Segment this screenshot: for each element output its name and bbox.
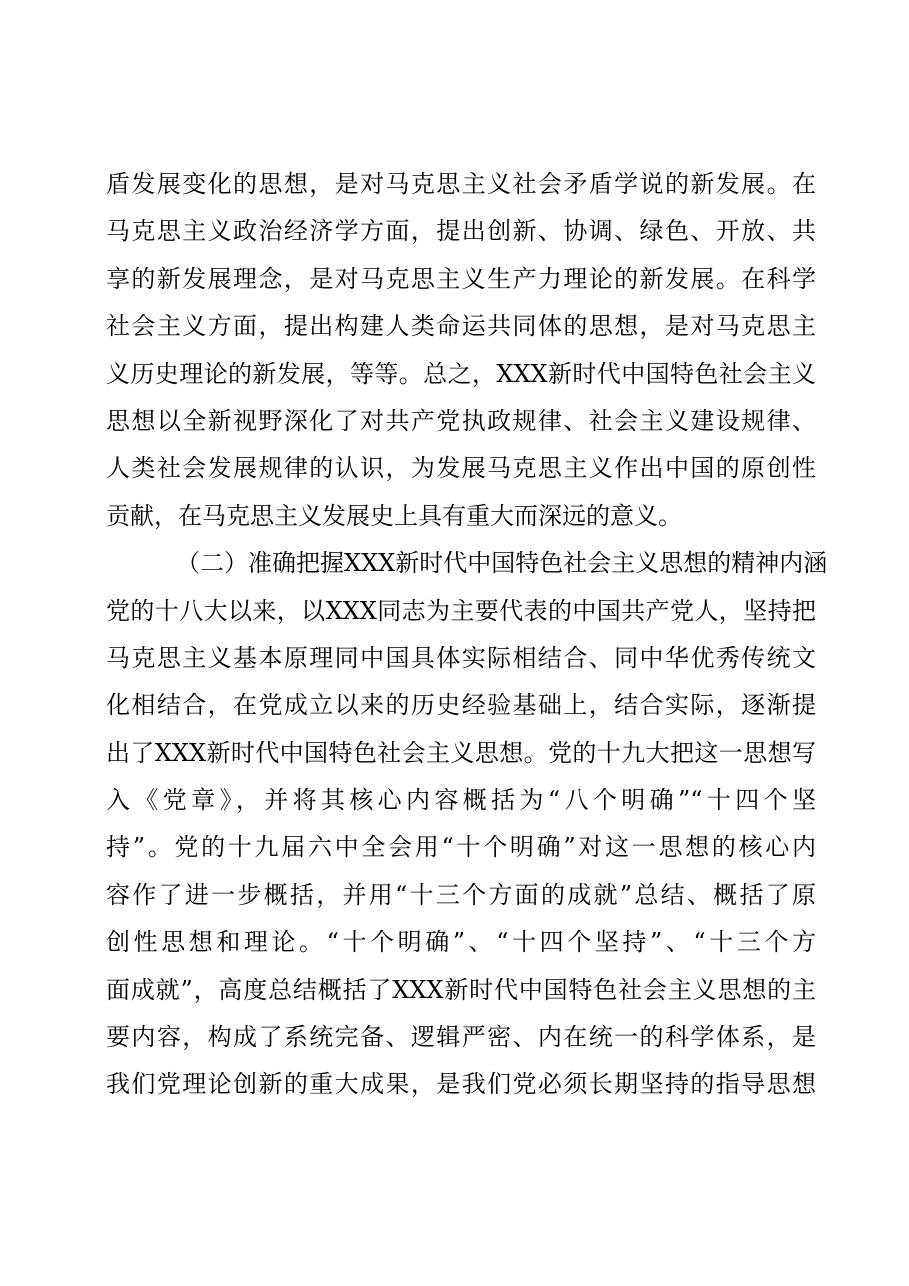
- text-line: 贡献，在马克思主义发展史上具有重大而深远的意义。: [106, 501, 682, 530]
- text-line: 党的十八大以来，以XXX同志为主要代表的中国共产党人，坚持把: [106, 596, 816, 625]
- text-line: 入《党章》，并将其核心内容概括为“八个明确”“十四个坚: [106, 786, 816, 815]
- text-line: 马克思主义政治经济学方面，提出创新、协调、绿色、开放、共: [106, 217, 816, 246]
- text-line: 社会主义方面，提出构建人类命运共同体的思想，是对马克思主: [106, 312, 816, 341]
- text-line: 享的新发展理念，是对马克思主义生产力理论的新发展。在科学: [106, 264, 816, 293]
- text-line: 义历史理论的新发展，等等。总之，XXX新时代中国特色社会主义: [106, 359, 816, 388]
- text-line: 思想以全新视野深化了对共产党执政规律、社会主义建设规律、: [106, 406, 816, 435]
- body-text: [106, 161, 828, 1109]
- text-line: 要内容，构成了系统完备、逻辑严密、内在统一的科学体系，是: [106, 1023, 816, 1052]
- section-heading: （二）准确把握XXX新时代中国特色社会主义思想的精神内涵: [176, 549, 828, 578]
- text-line: 面成就”，高度总结概括了XXX新时代中国特色社会主义思想的主: [106, 975, 816, 1004]
- text-line: 持”。党的十九届六中全会用“十个明确”对这一思想的核心内: [106, 833, 816, 862]
- text-line: 化相结合，在党成立以来的历史经验基础上，结合实际，逐渐提: [106, 691, 816, 720]
- text-line: 容作了进一步概括，并用“十三个方面的成就”总结、概括了原: [106, 880, 816, 909]
- text-line: 创性思想和理论。“十个明确”、“十四个坚持”、“十三个方: [106, 928, 816, 957]
- text-line: 出了XXX新时代中国特色社会主义思想。党的十九大把这一思想写: [106, 738, 816, 767]
- text-line: 人类社会发展规律的认识，为发展马克思主义作出中国的原创性: [106, 454, 816, 483]
- text-line: 我们党理论创新的重大成果，是我们党必须长期坚持的指导思想: [106, 1070, 816, 1099]
- text-line: 盾发展变化的思想，是对马克思主义社会矛盾学说的新发展。在: [106, 170, 816, 198]
- text-line: 马克思主义基本原理同中国具体实际相结合、同中华优秀传统文: [106, 643, 816, 672]
